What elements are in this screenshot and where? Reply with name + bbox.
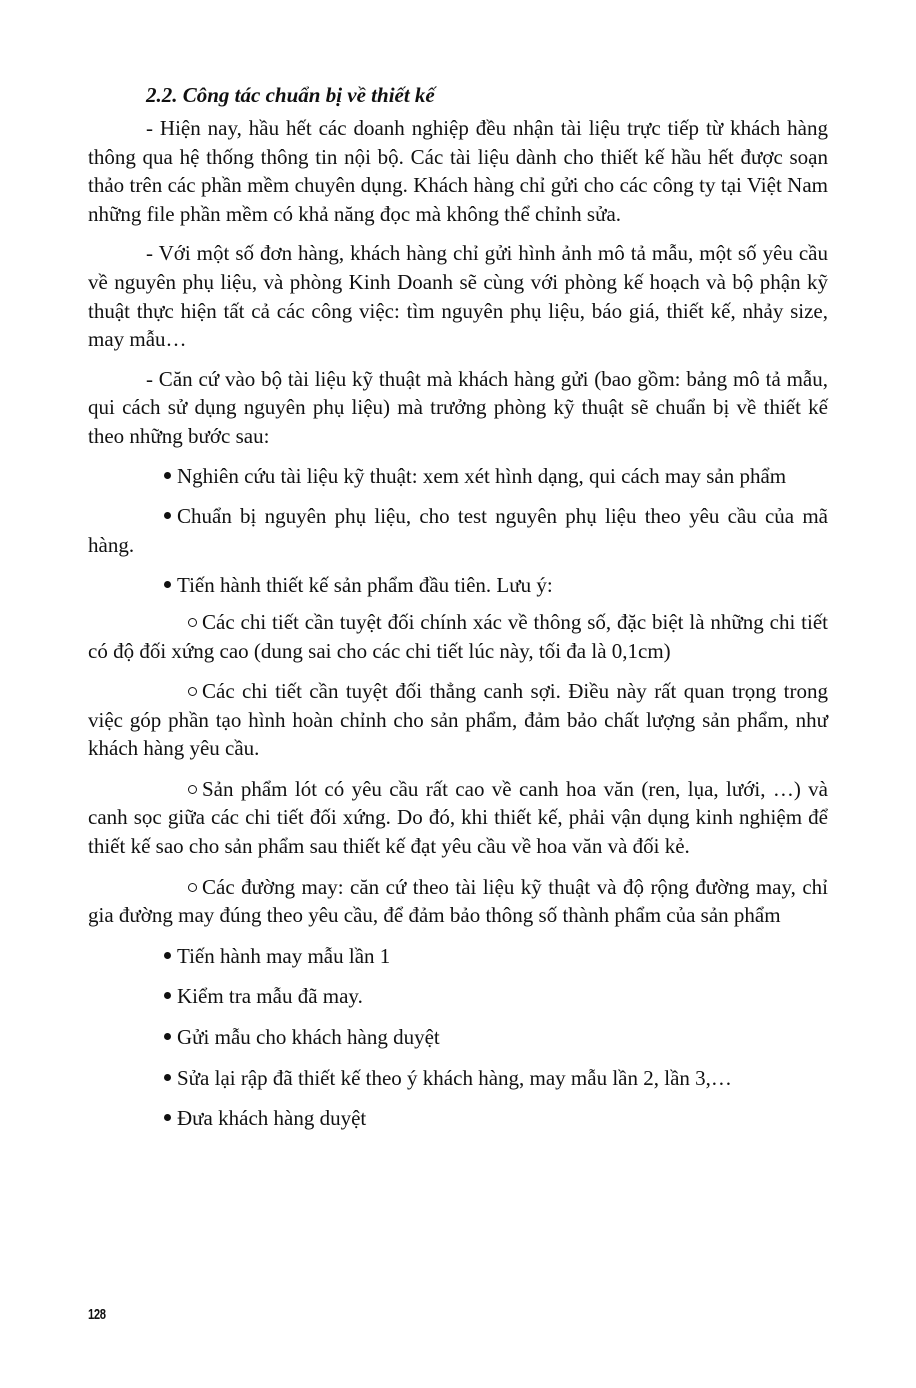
bullet-item: [88, 462, 828, 491]
page-body: [88, 80, 828, 1145]
page-number: 128: [88, 1306, 106, 1323]
bullet-dot-icon: [164, 992, 171, 999]
bullet-dot-icon: [164, 472, 171, 479]
bullet-text: Gửi mẫu cho khách hàng duyệt: [177, 1025, 440, 1050]
bullet-circle-icon: [188, 785, 197, 794]
bullet-item: [88, 1023, 828, 1052]
bullet-dot-icon: [164, 581, 171, 588]
paragraph: - Căn cứ vào bộ tài liệu kỹ thuật mà khách hàng gửi (bao gồm: bảng mô tả mẫu, qui cách sử dụng nguyên phụ liệu) mà trưởng phòng kỹ thuật sẽ chuẩn bị về thiết kế theo những bước sau:: [88, 366, 828, 448]
bullet-text: Nghiên cứu tài liệu kỹ thuật: xem xét hình dạng, qui cách may sản phẩm: [177, 463, 787, 488]
sub-bullet-text: Các chi tiết cần tuyệt đối thẳng canh sợi. Điều này rất quan trọng trong việc góp phần tạo hình hoàn chỉnh cho sản phẩm, đảm bảo chất lượng sản phẩm, như khách hàng yêu cầu.: [88, 679, 828, 761]
bullet-item: [88, 1104, 828, 1133]
bullet-text: Tiến hành thiết kế sản phẩm đầu tiên. Lưu ý:: [177, 573, 553, 598]
sub-bullet-text: Sản phẩm lót có yêu cầu rất cao về canh hoa văn (ren, lụa, lưới, …) và canh sọc giữa các chi tiết đối xứng. Do đó, khi thiết kế, phải vận dụng kinh nghiệm để thiết kế sao cho sản phẩm sau thiết kế đạt yêu cầu về hoa văn và đối kẻ.: [88, 776, 828, 859]
bullet-text: Chuẩn bị nguyên phụ liệu, cho test nguyên phụ liệu theo yêu cầu của mã hàng.: [88, 504, 828, 557]
bullet-item: [88, 982, 828, 1011]
sub-bullet-item: [88, 608, 828, 665]
bullet-text: Đưa khách hàng duyệt: [177, 1106, 367, 1131]
bullet-item: [88, 942, 828, 971]
bullet-text: Tiến hành may mẫu lần 1: [177, 943, 391, 968]
bullet-circle-icon: [188, 618, 197, 627]
bullet-item: [88, 502, 828, 559]
sub-bullet-text: Các đường may: căn cứ theo tài liệu kỹ thuật và độ rộng đường may, chỉ gia đường may đúng theo yêu cầu, để đảm bảo thông số thành phẩm của sản phẩm: [88, 874, 828, 928]
bullet-text: Kiểm tra mẫu đã may.: [177, 984, 363, 1009]
bullet-item: [88, 1064, 828, 1093]
bullet-dot-icon: [164, 1033, 171, 1040]
sub-bullet-text: Các chi tiết cần tuyệt đối chính xác về thông số, đặc biệt là những chi tiết có độ đối xứng cao (dung sai cho các chi tiết lúc này, tối đa là 0,1cm): [88, 609, 828, 663]
paragraph: - Hiện nay, hầu hết các doanh nghiệp đều nhận tài liệu trực tiếp từ khách hàng thông qua hệ thống thông tin nội bộ. Các tài liệu dành cho thiết kế hầu hết được soạn thảo trên các phần mềm chuyên dụng. Khách hàng chỉ gửi cho các công ty tại Việt Nam những file phần mềm có khả năng đọc mà không thể chỉnh sửa.: [88, 116, 828, 226]
sub-bullet-item: [88, 677, 828, 763]
section-heading: 2.2. Công tác chuẩn bị về thiết kế: [146, 83, 435, 107]
sub-bullet-item: [88, 775, 828, 861]
bullet-circle-icon: [188, 687, 197, 696]
bullet-dot-icon: [164, 1074, 171, 1081]
bullet-circle-icon: [188, 883, 197, 892]
bullet-text: Sửa lại rập đã thiết kế theo ý khách hàng, may mẫu lần 2, lần 3,…: [177, 1065, 732, 1090]
bullet-dot-icon: [164, 952, 171, 959]
bullet-dot-icon: [164, 1114, 171, 1121]
bullet-dot-icon: [164, 512, 171, 519]
paragraph: - Với một số đơn hàng, khách hàng chỉ gửi hình ảnh mô tả mẫu, một số yêu cầu về nguyên phụ liệu, và phòng Kinh Doanh sẽ cùng với phòng kế hoạch và bộ phận kỹ thuật thực hiện tất cả các công việc: tìm nguyên phụ liệu, báo giá, thiết kế, nhảy size, may mẫu…: [88, 241, 828, 352]
sub-bullet-item: [88, 873, 828, 930]
bullet-item: [88, 571, 828, 600]
